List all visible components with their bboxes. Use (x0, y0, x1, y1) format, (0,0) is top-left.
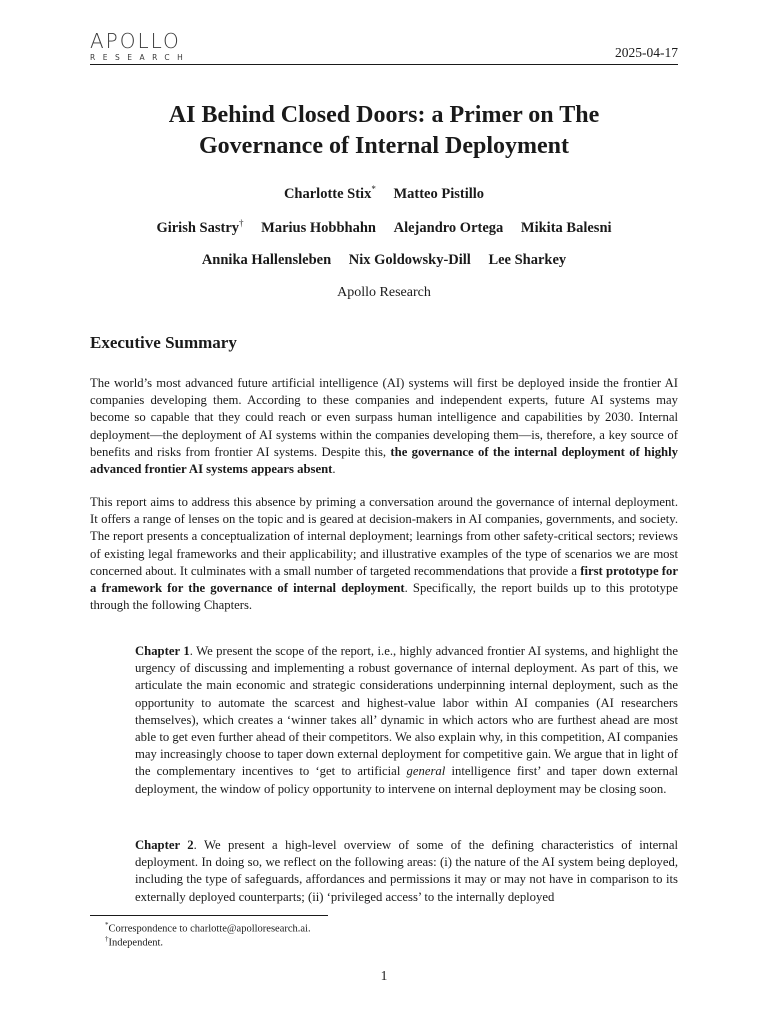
paper-title (90, 100, 678, 162)
footnote-mark: † (239, 218, 244, 228)
publication-date: 2025-04-17 (615, 45, 678, 60)
author: Lee Sharkey (488, 252, 567, 268)
author: Matteo Pistillo (393, 185, 485, 202)
author-row-3 (90, 252, 678, 269)
author: Charlotte Stix* (283, 184, 376, 202)
footnote-mark: * (371, 184, 376, 194)
summary-paragraph-2: This report aims to address this absence by priming a conversation around the governance of internal deployment. It offers a range of lenses on the topic and is geared at decision-makers in AI companies, governments, and society. The report presents a conceptualization of internal deployment; learnings from other safety-critical sectors; reviews of existing legal frameworks and their applicability; and illustrative examples of the type of scenarios we are most concerned about. It culminates with a small number of targeted recommendations that provide a first prototype for a framework for the governance of internal deployment. Specifically, the report builds up to this prototype through the following Chapters. (90, 495, 679, 613)
footnote-1: *Correspondence to charlotte@apolloresearch.ai. (105, 921, 311, 935)
header-rule (90, 64, 678, 65)
chapter-2-summary: Chapter 2. We present a high-level overview of some of the defining characteristics of internal deployment. In doing so, we reflect on the following areas: (i) the nature of the AI system being deployed, including the type of safeguards, affordances and permissions it may or may not have in comparison to its externally deployed counterparts; (ii) ‘privileged access’ to the internally deployed (135, 838, 678, 904)
author: Nix Goldowsky-Dill (348, 252, 471, 268)
page-number: 1 (380, 968, 388, 983)
chapter-label: Chapter 1 (135, 644, 190, 658)
author-row-2 (90, 218, 678, 237)
footnote-rule (90, 915, 328, 916)
italic-emphasis: general (406, 764, 446, 779)
chapter-1-summary: Chapter 1. We present the scope of the report, i.e., highly advanced frontier AI systems, and highlight the urgency of discussing and implementing a robust governance of internal deployment. As part of this, we articulate the main economic and strategic considerations underpinning internal deployment, such as the opportunity to automate the scarcest and highest-value labor within AI companies (AI researchers themselves), which creates a ‘winner takes all’ dynamic in which actors who are furthest ahead are most able to get even further ahead of their competitors. We also explain why, in this competition, AI companies may increasingly choose to taper down external deployment for competitive gain. We argue that in light of the complementary incentives to ‘get to artificial general intelligence first’ and taper down external deployment, the window of policy opportunity to intervene on internal deployment may be closing soon. (135, 644, 678, 796)
author-row-1 (90, 184, 678, 203)
author: Alejandro Ortega (393, 219, 504, 236)
summary-paragraph-1: The world’s most advanced future artificial intelligence (AI) systems will first be deployed inside the frontier AI companies developing them. According to these companies and independent experts, future AI systems may become so capable that they could reach or even surpass human intelligence and capabilities by 2030. Internal deployment—the deployment of AI systems within the companies developing them—is, therefore, a key source of benefits and risks from frontier AI systems. Despite this, the governance of the internal deployment of highly advanced frontier AI systems appears absent. (90, 376, 678, 477)
bold-emphasis: first prototype for a framework for the governance of internal deployment (90, 563, 679, 596)
title-line-1: AI Behind Closed Doors: a Primer on The (168, 102, 600, 128)
author: Marius Hobbhahn (261, 219, 376, 236)
affiliation: Apollo Research (337, 285, 431, 300)
footnote-2: †Independent. (105, 935, 164, 949)
title-line-2: Governance of Internal Deployment (199, 133, 569, 159)
chapter-label: Chapter 2 (135, 838, 194, 852)
logo-subtext: RESEARCH (90, 53, 191, 62)
author: Girish Sastry† (156, 218, 244, 236)
apollo-research-logo (90, 30, 190, 63)
author: Annika Hallensleben (201, 252, 332, 268)
logo-wordmark: APOLLO (90, 29, 181, 53)
section-heading: Executive Summary (90, 333, 237, 352)
bold-emphasis: the governance of the internal deployment of highly advanced frontier AI systems appears absent (90, 444, 678, 477)
author: Mikita Balesni (520, 219, 612, 236)
